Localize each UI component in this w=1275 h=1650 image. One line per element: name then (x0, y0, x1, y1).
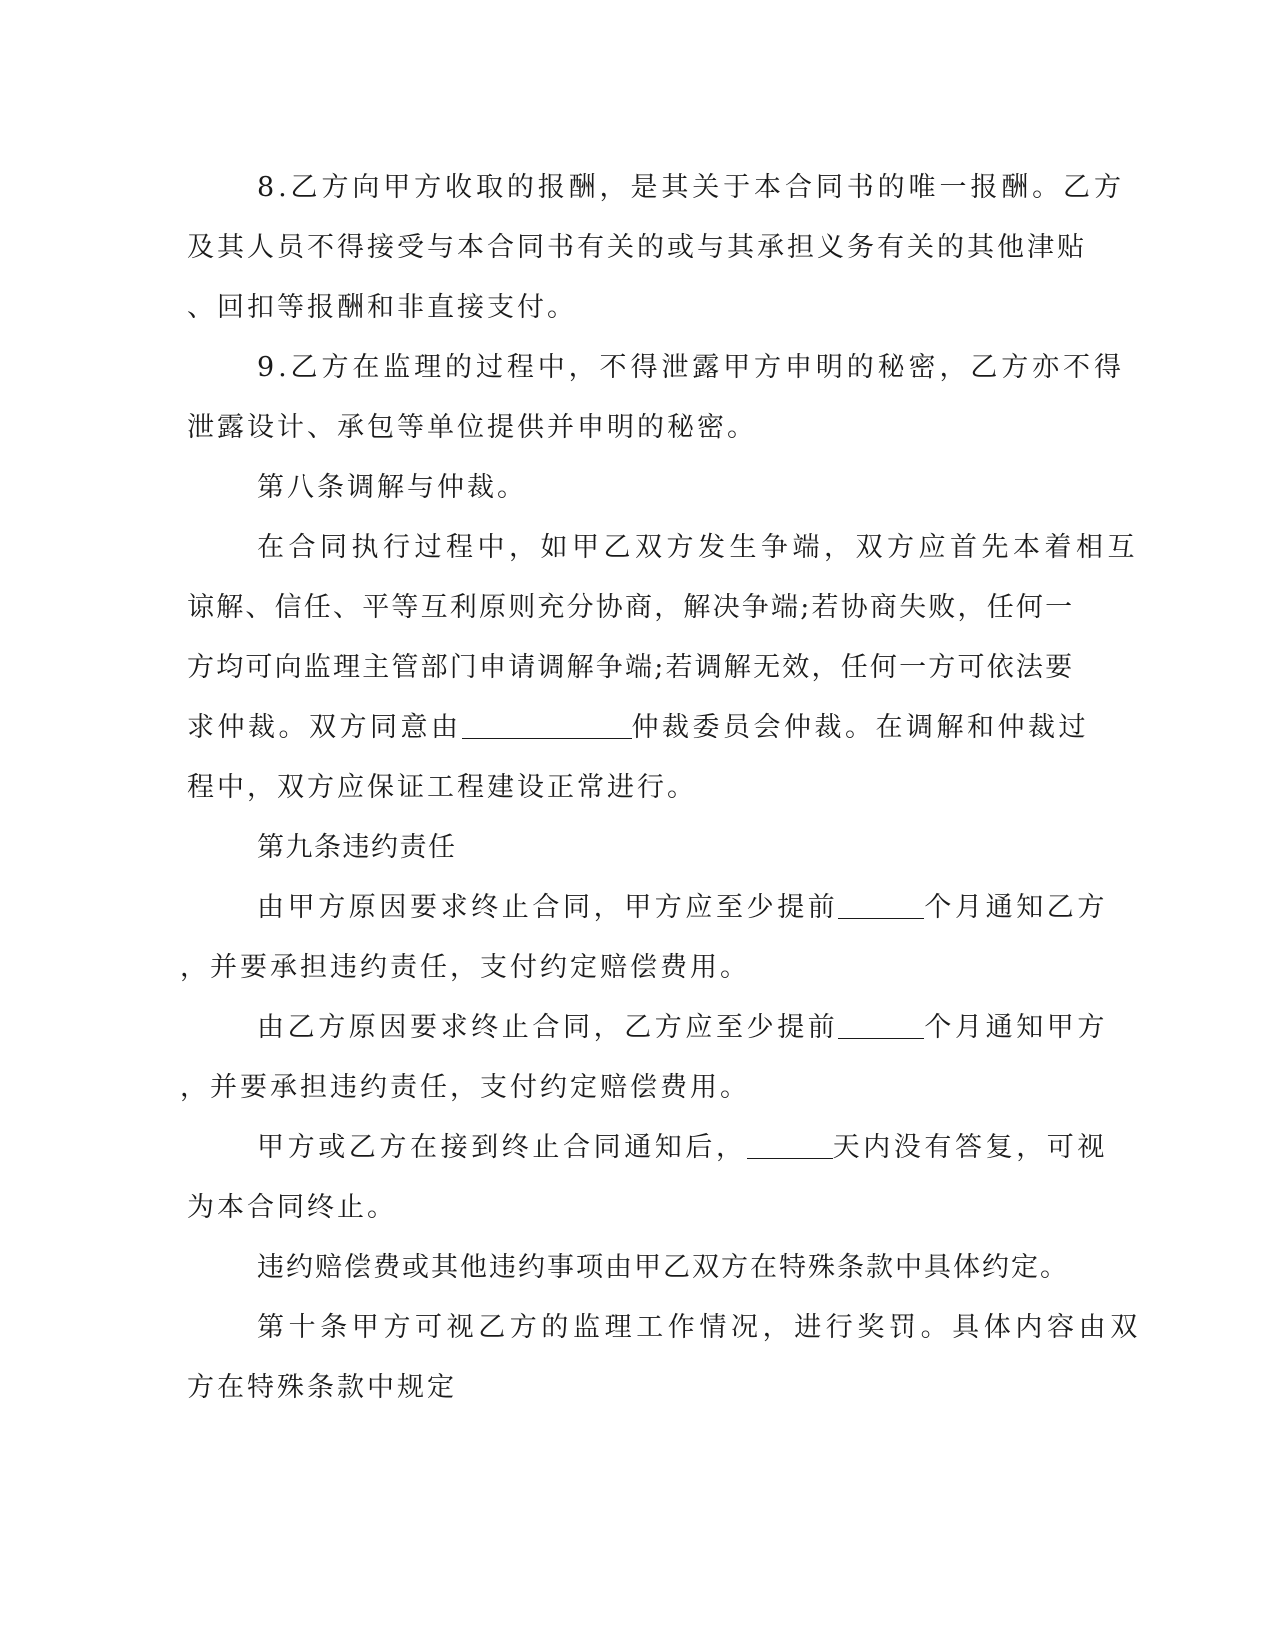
text-segment: 由乙方原因要求终止合同，乙方应至少提前 (257, 1012, 839, 1043)
text-line: 及其人员不得接受与本合同书有关的或与其承担义务有关的其他津贴 (187, 232, 1087, 263)
text-segment: 由甲方原因要求终止合同，甲方应至少提前 (257, 892, 839, 923)
text-line: ，并要承担违约责任，支付约定赔偿费用。 (180, 1072, 750, 1103)
text-line: 谅解、信任、平等互利原则充分协商，解决争端;若协商失败，任何一 (187, 592, 1075, 623)
text-segment: 个月通知乙方 (924, 892, 1109, 923)
text-segment: 个月通知甲方 (924, 1012, 1109, 1043)
text-segment: 甲方或乙方在接到终止合同通知后， (257, 1132, 747, 1163)
fill-in-blank (462, 711, 632, 739)
text-line: 方在特殊条款中规定 (187, 1372, 457, 1403)
text-line: 第九条违约责任 (257, 832, 457, 863)
text-line (187, 708, 1089, 748)
text-line: 程中，双方应保证工程建设正常进行。 (187, 772, 697, 803)
text-segment: 天内没有答复，可视 (832, 1132, 1109, 1163)
text-segment: 求仲裁。双方同意由 (187, 712, 462, 743)
text-line: 8.乙方向甲方收取的报酬，是其关于本合同书的唯一报酬。乙方 (257, 172, 1125, 203)
text-line (257, 888, 1108, 928)
fill-in-blank (838, 1011, 924, 1039)
text-line: 违约赔偿费或其他违约事项由甲乙双方在特殊条款中具体约定。 (257, 1252, 1069, 1283)
text-line: 第八条调解与仲裁。 (257, 472, 527, 503)
text-line: 9.乙方在监理的过程中，不得泄露甲方申明的秘密，乙方亦不得 (257, 352, 1125, 383)
fill-in-blank (747, 1131, 833, 1159)
fill-in-blank (838, 891, 924, 919)
text-line (257, 1128, 1108, 1168)
text-line: ，并要承担违约责任，支付约定赔偿费用。 (180, 952, 750, 983)
text-line: 方均可向监理主管部门申请调解争端;若调解无效，任何一方可依法要 (187, 652, 1075, 683)
text-line: 第十条甲方可视乙方的监理工作情况，进行奖罚。具体内容由双 (257, 1312, 1142, 1343)
text-line: 泄露设计、承包等单位提供并申明的秘密。 (187, 412, 757, 443)
text-line (257, 1008, 1108, 1048)
text-line: 、回扣等报酬和非直接支付。 (187, 292, 577, 323)
text-line: 为本合同终止。 (187, 1192, 397, 1223)
text-segment: 仲裁委员会仲裁。在调解和仲裁过 (631, 712, 1089, 743)
text-line: 在合同执行过程中，如甲乙双方发生争端，双方应首先本着相互 (257, 532, 1139, 563)
